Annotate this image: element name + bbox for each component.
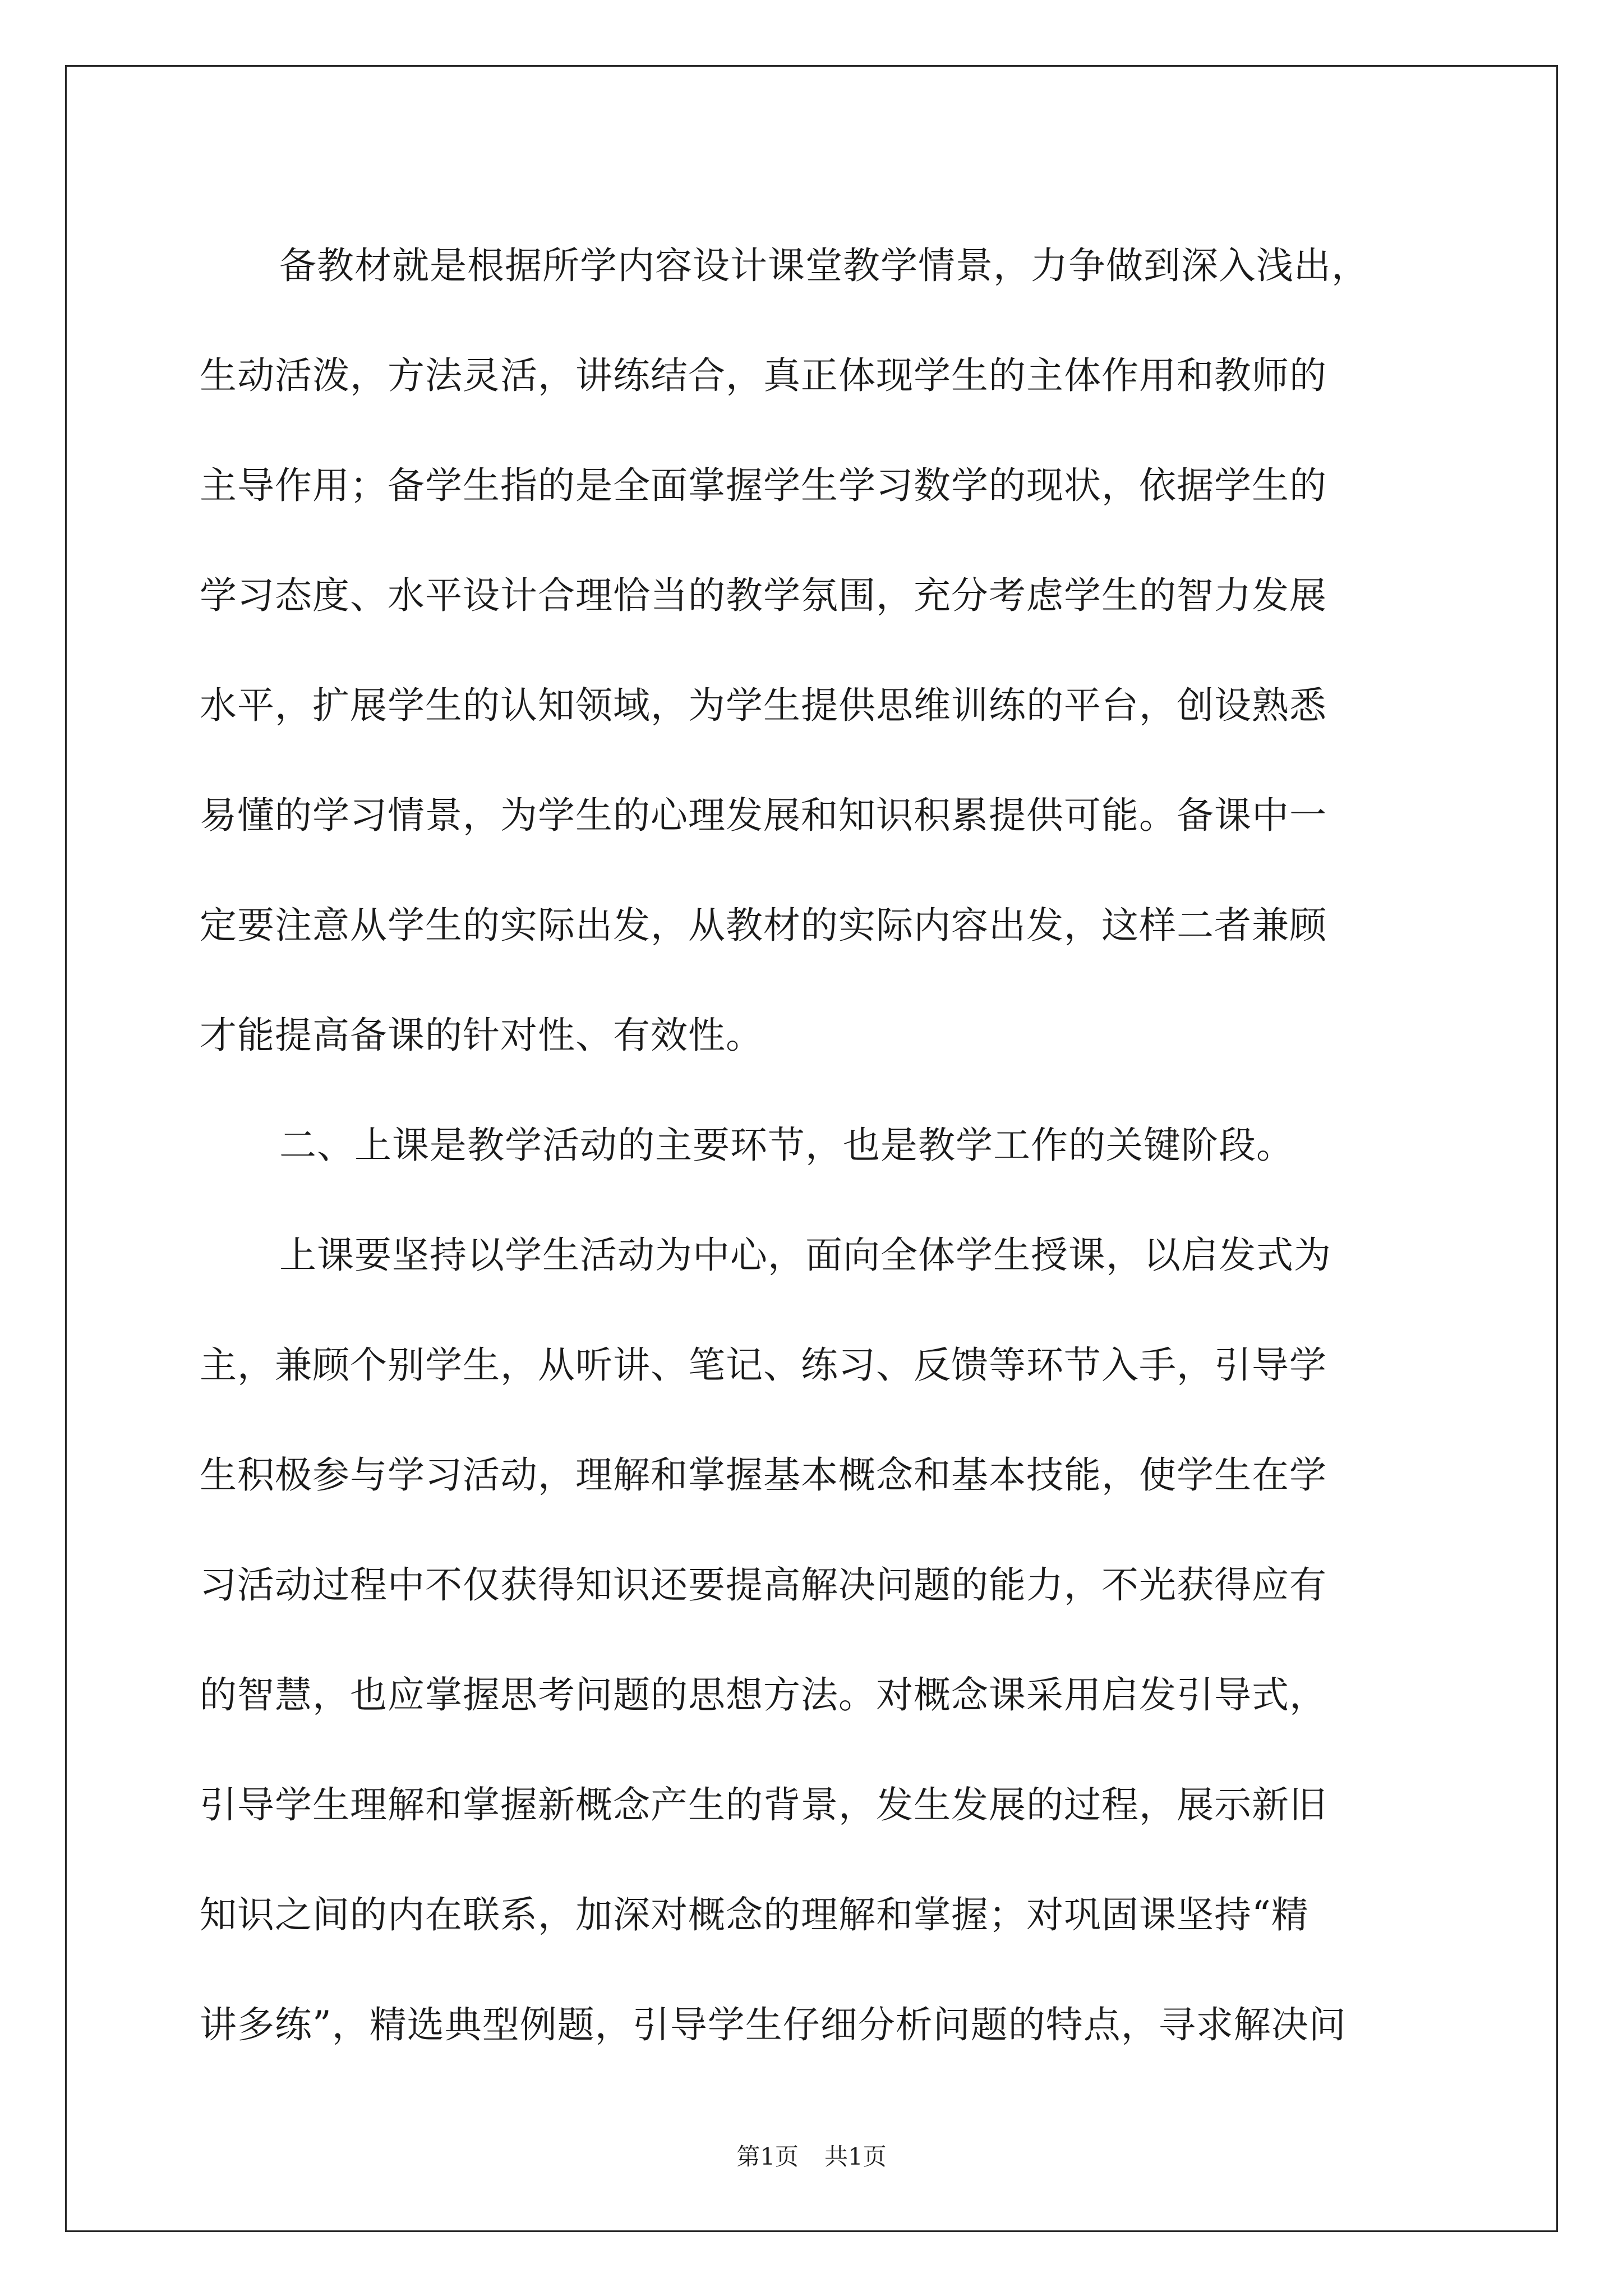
text-line: 讲多练”，精选典型例题，引导学生仔细分析问题的特点，寻求解决问 [200, 2003, 1347, 2046]
text-line: 生积极参与学习活动，理解和掌握基本概念和基本技能，使学生在学 [200, 1453, 1327, 1497]
text-line: 水平，扩展学生的认知领域，为学生提供思维训练的平台，创设熟悉 [200, 684, 1327, 727]
text-line: 上课要坚持以学生活动为中心，面向全体学生授课，以启发式为 [279, 1234, 1331, 1277]
text-line: 主，兼顾个别学生，从听讲、笔记、练习、反馈等环节入手，引导学 [200, 1343, 1327, 1387]
text-line: 才能提高备课的针对性、有效性。 [200, 1014, 763, 1057]
text-line: 易懂的学习情景，为学生的心理发展和知识积累提供可能。备课中一 [200, 794, 1327, 837]
page-number: 第1页 [736, 2143, 799, 2170]
text-line: 知识之间的内在联系，加深对概念的理解和掌握；对巩固课坚持“精 [200, 1893, 1309, 1936]
section-heading: 二、上课是教学活动的主要环节，也是教学工作的关键阶段。 [279, 1124, 1294, 1167]
text-line: 的智慧，也应掌握思考问题的思想方法。对概念课采用启发引导式， [200, 1673, 1327, 1717]
text-line: 习活动过程中不仅获得知识还要提高解决问题的能力，不光获得应有 [200, 1563, 1327, 1607]
text-line: 备教材就是根据所学内容设计课堂教学情景，力争做到深入浅出， [279, 244, 1369, 287]
document-body [200, 211, 1433, 2080]
text-line: 学习态度、水平设计合理恰当的教学氛围，充分考虑学生的智力发展 [200, 574, 1327, 617]
page-footer [0, 2140, 1623, 2174]
page-total: 共1页 [824, 2143, 887, 2170]
text-line: 定要注意从学生的实际出发，从教材的实际内容出发，这样二者兼顾 [200, 904, 1327, 947]
text-line: 主导作用；备学生指的是全面掌握学生学习数学的现状，依据学生的 [200, 464, 1327, 507]
text-line: 引导学生理解和掌握新概念产生的背景，发生发展的过程，展示新旧 [200, 1783, 1327, 1826]
text-line: 生动活泼，方法灵活，讲练结合，真正体现学生的主体作用和教师的 [200, 354, 1327, 397]
